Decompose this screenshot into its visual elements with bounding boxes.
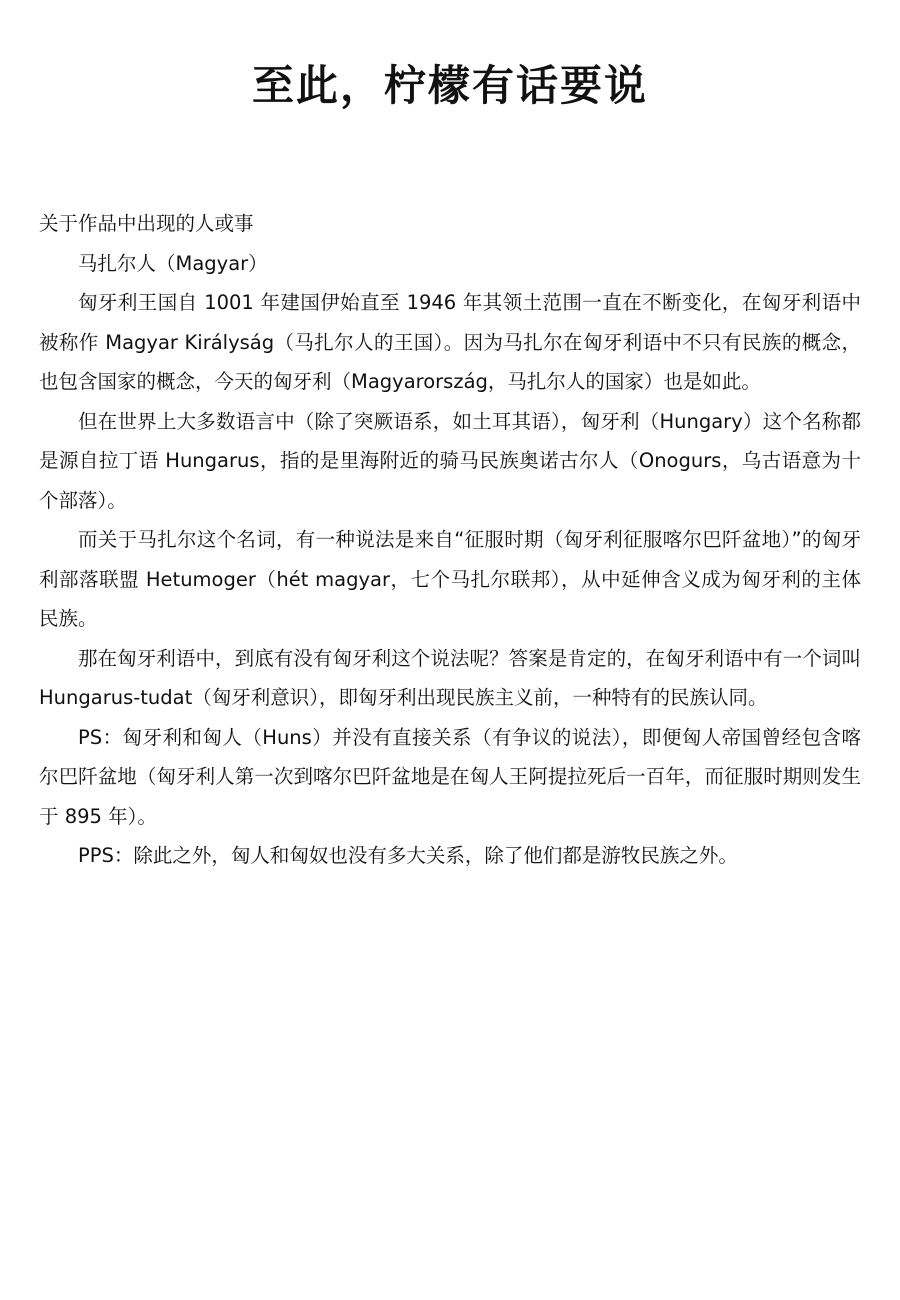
paragraph: 但在世界上大多数语言中（除了突厥语系，如土耳其语），匈牙利（Hungary）这个名称都是源自拉丁语 Hungarus，指的是里海附近的骑马民族奥诺古尔人（Onogurs，乌古语意为十个部落）。: [39, 409, 861, 512]
paragraph: PS：匈牙利和匈人（Huns）并没有直接关系（有争议的说法），即便匈人帝国曾经包含喀尔巴阡盆地（匈牙利人第一次到喀尔巴阡盆地是在匈人王阿提拉死后一百年，而征服时期则发生于 895 年）。: [39, 725, 861, 828]
paragraph: PPS：除此之外，匈人和匈奴也没有多大关系，除了他们都是游牧民族之外。: [78, 844, 738, 867]
section-heading: 关于作品中出现的人或事: [39, 212, 254, 235]
paragraph: 而关于马扎尔这个名词，有一种说法是来自“征服时期（匈牙利征服喀尔巴阡盆地）”的匈牙利部落联盟 Hetumoger（hét magyar，七个马扎尔联邦），从中延伸含义成为匈牙利的主体民族。: [39, 528, 861, 630]
subheading: 马扎尔人（Magyar）: [78, 251, 268, 275]
page-title: 至此，柠檬有话要说: [251, 61, 648, 110]
paragraph: 那在匈牙利语中，到底有没有匈牙利这个说法呢？答案是肯定的，在匈牙利语中有一个词叫 Hungarus-tudat（匈牙利意识），即匈牙利出现民族主义前，一种特有的民族认同。: [39, 646, 861, 709]
article-body: [39, 204, 861, 876]
paragraph: 匈牙利王国自 1001 年建国伊始直至 1946 年其领土范围一直在不断变化，在匈牙利语中被称作 Magyar Királyság（马扎尔人的王国）。因为马扎尔在匈牙利语中不只有民族的概念，也包含国家的概念，今天的匈牙利（Magyarország，马扎尔人的国家）也是如此。: [39, 291, 861, 393]
